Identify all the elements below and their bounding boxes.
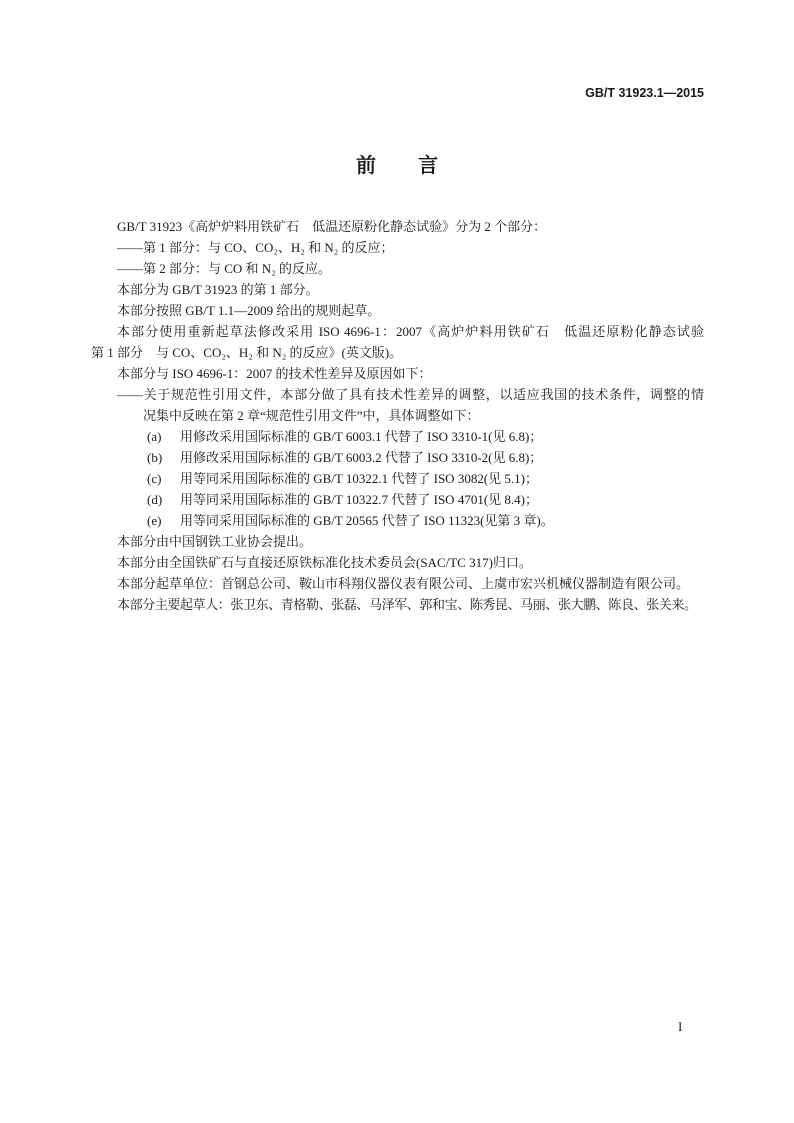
standard-number: GB/T 31923.1—2015 <box>585 86 704 100</box>
adjustment-item <box>91 447 704 468</box>
part-list-item: ——第 2 部分：与 CO 和 N₂ 的反应。 <box>117 261 331 276</box>
differences-item-line: ——关于规范性引用文件，本部分做了具有技术性差异的调整，以适应我国的技术条件，调整的情 <box>117 387 704 402</box>
adjustment-item <box>91 468 704 489</box>
intro-paragraph: GB/T 31923《高炉炉料用铁矿石 低温还原粉化静态试验》分为 2 个部分： <box>117 219 547 234</box>
adjustment-item-label: (b) <box>147 450 163 465</box>
adjustment-item-text: 用等同采用国际标准的 GB/T 10322.7 代替了 ISO 4701(见 8.4)； <box>180 492 538 507</box>
drafting-units-paragraph: 本部分起草单位：首钢总公司、鞍山市科翔仪器仪表有限公司、上虞市宏兴机械仪器制造有限公司。 <box>117 576 690 591</box>
adjustment-item <box>91 489 704 510</box>
adjustment-item-text: 用修改采用国际标准的 GB/T 6003.2 代替了 ISO 3310-2(见 6.8)； <box>180 450 543 465</box>
adjustment-item-label: (a) <box>147 429 162 444</box>
differences-intro-paragraph: 本部分与 ISO 4696-1：2007 的技术性差异及原因如下： <box>117 366 432 381</box>
drafters-paragraph: 本部分主要起草人：张卫东、青格勒、张磊、马泽军、郭和宝、陈秀昆、马丽、张大鹏、陈良、张关来。 <box>117 597 697 612</box>
adjustment-item-text: 用等同采用国际标准的 GB/T 20565 代替了 ISO 11323(见第 3 章)。 <box>180 513 554 528</box>
adjustment-item-label: (c) <box>147 471 162 486</box>
adjustment-item <box>91 426 704 447</box>
adoption-paragraph-line: 第 1 部分 与 CO、CO₂、H₂ 和 N₂ 的反应》(英文版)。 <box>91 345 403 360</box>
adjustment-item-label: (d) <box>147 492 163 507</box>
adjustment-item-label: (e) <box>147 513 162 528</box>
adoption-paragraph-line: 本部分使用重新起草法修改采用 ISO 4696-1：2007《高炉炉料用铁矿石 低温还原粉化静态试验 <box>117 324 704 339</box>
differences-item-line: 况集中反映在第 2 章“规范性引用文件”中，具体调整如下： <box>143 408 480 423</box>
proposed-by-paragraph: 本部分由中国钢铁工业协会提出。 <box>117 534 313 549</box>
foreword-body <box>91 216 704 615</box>
page-number: I <box>678 1019 683 1034</box>
adjustment-item-text: 用等同采用国际标准的 GB/T 10322.1 代替了 ISO 3082(见 5.1)； <box>180 471 538 486</box>
adjustment-item <box>91 510 704 531</box>
scope-paragraph: 本部分为 GB/T 31923 的第 1 部分。 <box>117 282 319 297</box>
drafting-rules-paragraph: 本部分按照 GB/T 1.1—2009 给出的规则起草。 <box>117 303 381 318</box>
part-list-item: ——第 1 部分：与 CO、CO₂、H₂ 和 N₂ 的反应； <box>117 240 394 255</box>
page-title: 前 言 <box>356 153 449 177</box>
adjustment-item-text: 用修改采用国际标准的 GB/T 6003.1 代替了 ISO 3310-1(见 6.8)； <box>180 429 543 444</box>
jurisdiction-paragraph: 本部分由全国铁矿石与直接还原铁标准化技术委员会(SAC/TC 317)归口。 <box>117 555 532 570</box>
